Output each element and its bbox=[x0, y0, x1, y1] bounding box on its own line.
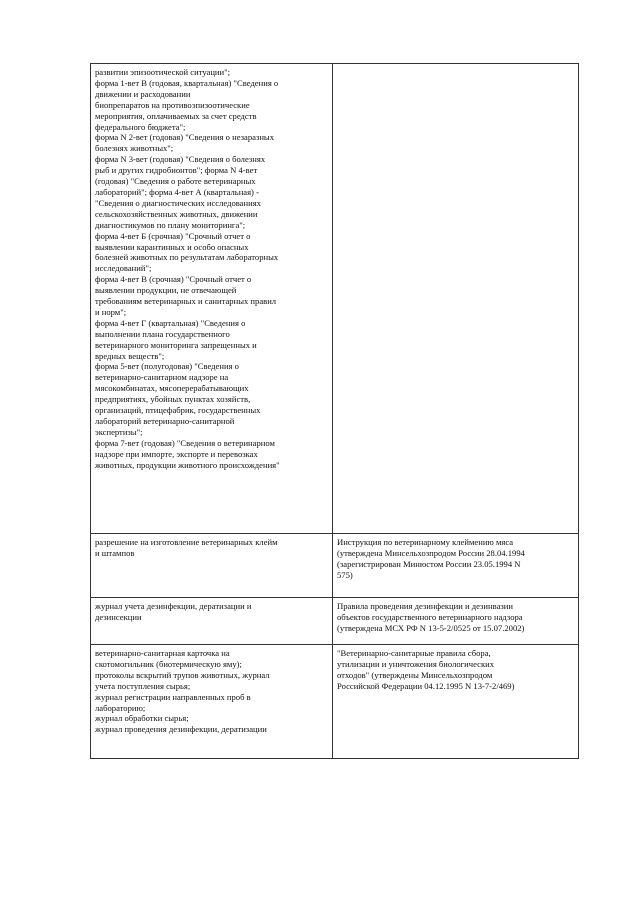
table-row bbox=[91, 64, 579, 534]
text-line: скотомогильник (биотермическую яму); bbox=[95, 658, 242, 669]
text-line: экспертизы"; bbox=[95, 426, 143, 437]
text-line: журнал обработки сырья; bbox=[95, 713, 189, 724]
text-line: сельскохозяйственных животных, движении bbox=[95, 208, 258, 219]
text-line: животных, продукции животного происхождения" bbox=[95, 459, 280, 470]
text-line: форма N 3-вет (годовая) "Сведения о болезнях bbox=[95, 154, 266, 165]
text-line: выявлении продукции, не отвечающей bbox=[95, 285, 237, 296]
regulation-cell bbox=[333, 598, 579, 645]
document-list-cell bbox=[91, 534, 333, 598]
document-list-cell bbox=[91, 64, 333, 534]
text-line: "Сведения о диагностических исследованиях bbox=[95, 197, 261, 208]
text-line: мероприятия, оплачиваемых за счет средств bbox=[95, 110, 257, 121]
text-line: (годовая) "Сведения о работе ветеринарных bbox=[95, 176, 256, 187]
regulation-table bbox=[90, 63, 579, 759]
regulation-cell bbox=[333, 534, 579, 598]
text-line: надзоре при импорте, экспорте и перевозках bbox=[95, 448, 258, 459]
text-line: отходов" (утверждены Минсельхозпродом bbox=[337, 669, 493, 680]
text-line: требованиям ветеринарных и санитарных правил bbox=[95, 296, 277, 307]
text-line: Правила проведения дезинфекции и дезинвазии bbox=[337, 601, 513, 611]
text-line: предприятиях, убойных пунктах хозяйств, bbox=[95, 394, 251, 405]
text-line: организаций, птицефабрик, государственных bbox=[95, 405, 261, 416]
text-line: протоколы вскрытий трупов животных, журнал bbox=[95, 669, 270, 680]
text-line: форма 4-вет Г (квартальная) "Сведения о bbox=[95, 317, 246, 328]
text-line: вредных веществ"; bbox=[95, 350, 165, 361]
text-line: выявлении карантинных и особо опасных bbox=[95, 241, 249, 252]
text-line: форма 7-вет (годовая) "Сведения о ветеринарном bbox=[95, 437, 275, 448]
text-line: форма 1-вет В (годовая, квартальная) "Сведения о bbox=[95, 77, 279, 88]
text-line: развитии эпизоотической ситуации"; bbox=[95, 67, 231, 77]
text-line: утилизации и уничтожения биологических bbox=[337, 658, 495, 669]
text-line: лабораторий"; форма 4-вет А (квартальная) - bbox=[95, 186, 259, 197]
text-line: журнал регистрации направленных проб в bbox=[95, 691, 251, 702]
text-line: разрешение на изготовление ветеринарных клейм bbox=[95, 537, 278, 547]
text-line: форма 5-вет (полугодовая) "Сведения о bbox=[95, 361, 239, 372]
text-line: выполнении плана государственного bbox=[95, 328, 230, 339]
regulation-cell bbox=[333, 64, 579, 534]
text-line: исследований"; bbox=[95, 263, 152, 274]
text-line: ветеринарно-санитарном надзоре на bbox=[95, 372, 229, 383]
text-line: лабораторию; bbox=[95, 702, 146, 713]
text-line: объектов государственного ветеринарного надзора bbox=[337, 611, 523, 622]
text-line: ветеринарно-санитарная карточка на bbox=[95, 648, 230, 658]
text-line: форма 4-вет В (срочная) "Срочный отчет о bbox=[95, 274, 252, 285]
text-line: (утверждена Минсельхозпродом России 28.04.1994 bbox=[337, 547, 525, 558]
text-line: ветеринарного мониторинга запрещенных и bbox=[95, 339, 257, 350]
text-line: и норм"; bbox=[95, 306, 127, 317]
text-line: мясокомбинатах, мясоперерабатывающих bbox=[95, 383, 249, 394]
text-line: Российской Федерации 04.12.1995 N 13-7-2/469) bbox=[337, 680, 515, 691]
text-line: дезинсекции bbox=[95, 611, 142, 622]
text-line: биопрепаратов на противоэпизоотические bbox=[95, 99, 250, 110]
text-line: диагностикумов по плану мониторинга"; bbox=[95, 219, 246, 230]
document-list-cell bbox=[91, 598, 333, 645]
text-line: рыб и других гидробионтов"; форма N 4-вет bbox=[95, 165, 258, 176]
table-row bbox=[91, 645, 579, 759]
text-line: федерального бюджета"; bbox=[95, 121, 186, 132]
text-line: и штампов bbox=[95, 547, 135, 558]
text-line: "Ветеринарно-санитарные правила сбора, bbox=[337, 648, 491, 658]
text-line: (зарегистрирован Минюстом России 23.05.1994 N bbox=[337, 558, 521, 569]
text-line: форма N 2-вет (годовая) "Сведения о незаразных bbox=[95, 132, 275, 143]
text-line: болезнях животных"; bbox=[95, 143, 174, 154]
text-line: лабораторий ветеринарно-санитарной bbox=[95, 416, 235, 426]
text-line: форма 4-вет Б (срочная) "Срочный отчет о bbox=[95, 230, 251, 241]
text-line: движении и расходовании bbox=[95, 88, 191, 99]
text-line: журнал учета дезинфекции, дератизации и bbox=[95, 601, 252, 611]
text-line: учета поступления сырья; bbox=[95, 680, 191, 691]
text-line: журнал проведения дезинфекции, дератизации bbox=[95, 724, 267, 735]
table-row bbox=[91, 534, 579, 598]
text-line: 575) bbox=[337, 569, 353, 580]
table-row bbox=[91, 598, 579, 645]
text-line: (утверждена МСХ РФ N 13-5-2/0525 от 15.07.2002) bbox=[337, 622, 525, 633]
regulation-cell bbox=[333, 645, 579, 759]
document-list-cell bbox=[91, 645, 333, 759]
text-line: болезней животных по результатам лабораторных bbox=[95, 252, 279, 263]
text-line: Инструкция по ветеринарному клеймению мяса bbox=[337, 537, 514, 547]
